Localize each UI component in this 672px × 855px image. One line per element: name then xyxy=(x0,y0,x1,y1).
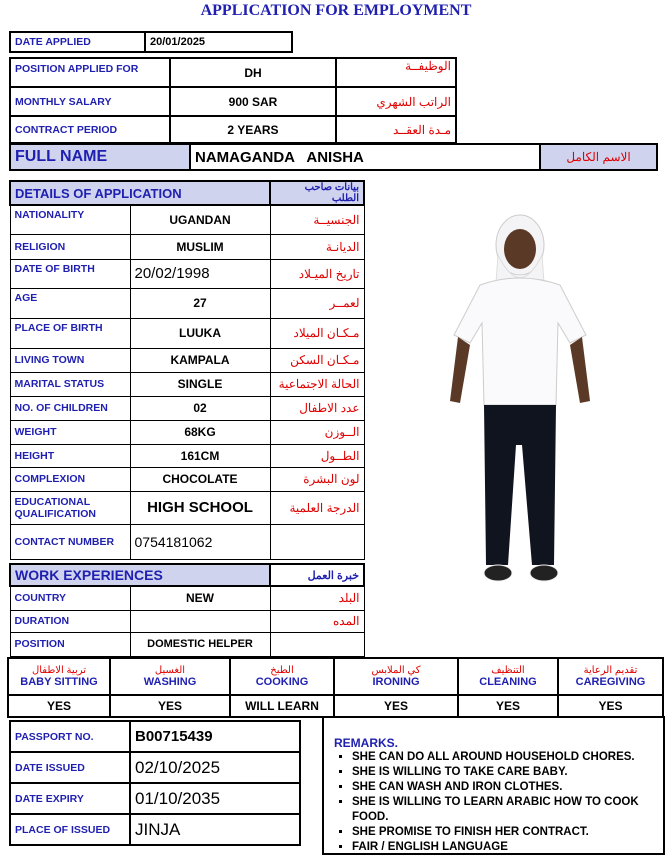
detail-ar: الديانـة xyxy=(270,234,364,259)
passport-value: 01/10/2035 xyxy=(130,783,300,814)
detail-value: 68KG xyxy=(130,420,270,444)
detail-ar xyxy=(270,524,364,559)
skills-table xyxy=(7,657,664,718)
detail-value: 0754181062 xyxy=(130,524,270,559)
detail-value: 02 xyxy=(130,396,270,420)
work-value: NEW xyxy=(130,586,270,610)
detail-value: 20/02/1998 xyxy=(130,259,270,288)
passport-label: DATE ISSUED xyxy=(10,752,130,783)
details-header-ar: بيانات صاحب الطلب xyxy=(270,181,364,205)
work-label: POSITION xyxy=(10,632,130,656)
remark-item: ▪ FAIR / ENGLISH LANGUAGE xyxy=(352,840,657,855)
remark-item: ▪ SHE IS WILLING TO LEARN ARABIC HOW TO COOK FOOD. xyxy=(352,795,657,825)
detail-value: KAMPALA xyxy=(130,348,270,372)
detail-ar: مـكـان السكن xyxy=(270,348,364,372)
skill-en: CLEANING xyxy=(479,676,537,688)
skill-en: WASHING xyxy=(143,676,197,688)
skill-cell xyxy=(8,658,110,695)
skill-value: YES xyxy=(558,695,663,717)
skill-cell xyxy=(558,658,663,695)
passport-label: PASSPORT NO. xyxy=(10,721,130,752)
detail-value: UGANDAN xyxy=(130,205,270,234)
detail-value: 161CM xyxy=(130,444,270,467)
detail-ar: تاريخ الميـلاد xyxy=(270,259,364,288)
detail-ar: لعمــر xyxy=(270,288,364,318)
work-ar: البلد xyxy=(270,586,364,610)
skill-ar: التنظيف xyxy=(491,665,525,676)
skill-value: YES xyxy=(8,695,110,717)
details-header: DETAILS OF APPLICATION xyxy=(10,181,270,205)
work-value xyxy=(130,610,270,632)
detail-label: COMPLEXION xyxy=(10,467,130,491)
date-applied-value: 20/01/2025 xyxy=(145,32,292,52)
detail-ar: الدرجة العلمية xyxy=(270,491,364,524)
passport-value: B00715439 xyxy=(130,721,300,752)
detail-ar: لون البشرة xyxy=(270,467,364,491)
skill-ar: الطبخ xyxy=(270,665,294,676)
detail-value: MUSLIM xyxy=(130,234,270,259)
work-ar xyxy=(270,632,364,656)
salary-ar: الراتب الشهري xyxy=(336,87,456,116)
detail-label: HEIGHT xyxy=(10,444,130,467)
salary-value: 900 SAR xyxy=(170,87,336,116)
contract-ar: مـدة العقــد xyxy=(336,116,456,143)
skill-cell xyxy=(230,658,334,695)
detail-label: NO. OF CHILDREN xyxy=(10,396,130,420)
position-value: DH xyxy=(170,58,336,87)
work-label: DURATION xyxy=(10,610,130,632)
skill-en: CAREGIVING xyxy=(575,676,646,688)
detail-label: RELIGION xyxy=(10,234,130,259)
detail-label: WEIGHT xyxy=(10,420,130,444)
contract-label: CONTRACT PERIOD xyxy=(10,116,170,143)
skill-value: YES xyxy=(458,695,558,717)
detail-ar: الحالة الاجتماعية xyxy=(270,372,364,396)
skill-cell xyxy=(110,658,230,695)
detail-label: LIVING TOWN xyxy=(10,348,130,372)
applicant-photo xyxy=(440,205,600,595)
skill-cell xyxy=(334,658,458,695)
skill-value: YES xyxy=(334,695,458,717)
date-applied-label: DATE APPLIED xyxy=(10,32,145,52)
remarks-list xyxy=(334,750,657,855)
detail-value: LUUKA xyxy=(130,318,270,348)
detail-label: PLACE OF BIRTH xyxy=(10,318,130,348)
detail-label: NATIONALITY xyxy=(10,205,130,234)
full-name-table xyxy=(9,143,658,171)
full-name-ar: الاسم الكامل xyxy=(540,144,657,170)
full-name-label: FULL NAME xyxy=(10,144,190,170)
skill-ar: تقديم الرعاية xyxy=(583,665,638,676)
work-header: WORK EXPERIENCES xyxy=(10,564,270,586)
passport-label: PLACE OF ISSUED xyxy=(10,814,130,845)
skill-ar: تربية الاطفال xyxy=(31,665,87,676)
work-table xyxy=(9,563,365,657)
remarks-box xyxy=(322,716,665,855)
detail-value: CHOCOLATE xyxy=(130,467,270,491)
detail-value: HIGH SCHOOL xyxy=(130,491,270,524)
detail-label: AGE xyxy=(10,288,130,318)
position-ar: الوظيفــة xyxy=(336,58,456,87)
remark-item: ▪ SHE CAN DO ALL AROUND HOUSEHOLD CHORES. xyxy=(352,750,657,765)
remarks-title: REMARKS. xyxy=(334,736,399,750)
detail-value: SINGLE xyxy=(130,372,270,396)
contract-value: 2 YEARS xyxy=(170,116,336,143)
detail-ar: عدد الاطفال xyxy=(270,396,364,420)
detail-label: EDUCATIONAL QUALIFICATION xyxy=(10,491,130,524)
passport-table xyxy=(9,720,301,846)
skill-en: COOKING xyxy=(255,676,309,688)
detail-ar: الــوزن xyxy=(270,420,364,444)
detail-ar: مـكـان الميلاد xyxy=(270,318,364,348)
detail-label: DATE OF BIRTH xyxy=(10,259,130,288)
skill-value: YES xyxy=(110,695,230,717)
work-label: COUNTRY xyxy=(10,586,130,610)
page-title: APPLICATION FOR EMPLOYMENT xyxy=(200,2,472,19)
detail-ar: الطــول xyxy=(270,444,364,467)
skill-ar: كي الملابس xyxy=(371,665,421,676)
skill-en: IRONING xyxy=(372,676,420,688)
date-applied-table xyxy=(9,31,293,53)
full-name-value: NAMAGANDA ANISHA xyxy=(190,144,540,170)
skill-value: WILL LEARN xyxy=(230,695,334,717)
details-table xyxy=(9,180,365,560)
detail-value: 27 xyxy=(130,288,270,318)
skill-ar: الغسيل xyxy=(154,665,186,676)
skill-en: BABY SITTING xyxy=(20,676,98,688)
job-info-table xyxy=(9,57,457,144)
detail-label: MARITAL STATUS xyxy=(10,372,130,396)
passport-value: JINJA xyxy=(130,814,300,845)
remark-item: ▪ SHE IS WILLING TO TAKE CARE BABY. xyxy=(352,765,657,780)
detail-label: CONTACT NUMBER xyxy=(10,524,130,559)
position-label: POSITION APPLIED FOR xyxy=(10,58,170,87)
passport-value: 02/10/2025 xyxy=(130,752,300,783)
salary-label: MONTHLY SALARY xyxy=(10,87,170,116)
remark-item: ▪ SHE PROMISE TO FINISH HER CONTRACT. xyxy=(352,825,657,840)
work-ar: المده xyxy=(270,610,364,632)
remark-item: ▪ SHE CAN WASH AND IRON CLOTHES. xyxy=(352,780,657,795)
passport-label: DATE EXPIRY xyxy=(10,783,130,814)
skill-cell xyxy=(458,658,558,695)
work-value: DOMESTIC HELPER xyxy=(130,632,270,656)
detail-ar: الجنسيــة xyxy=(270,205,364,234)
work-header-ar: خبرة العمل xyxy=(270,564,364,586)
